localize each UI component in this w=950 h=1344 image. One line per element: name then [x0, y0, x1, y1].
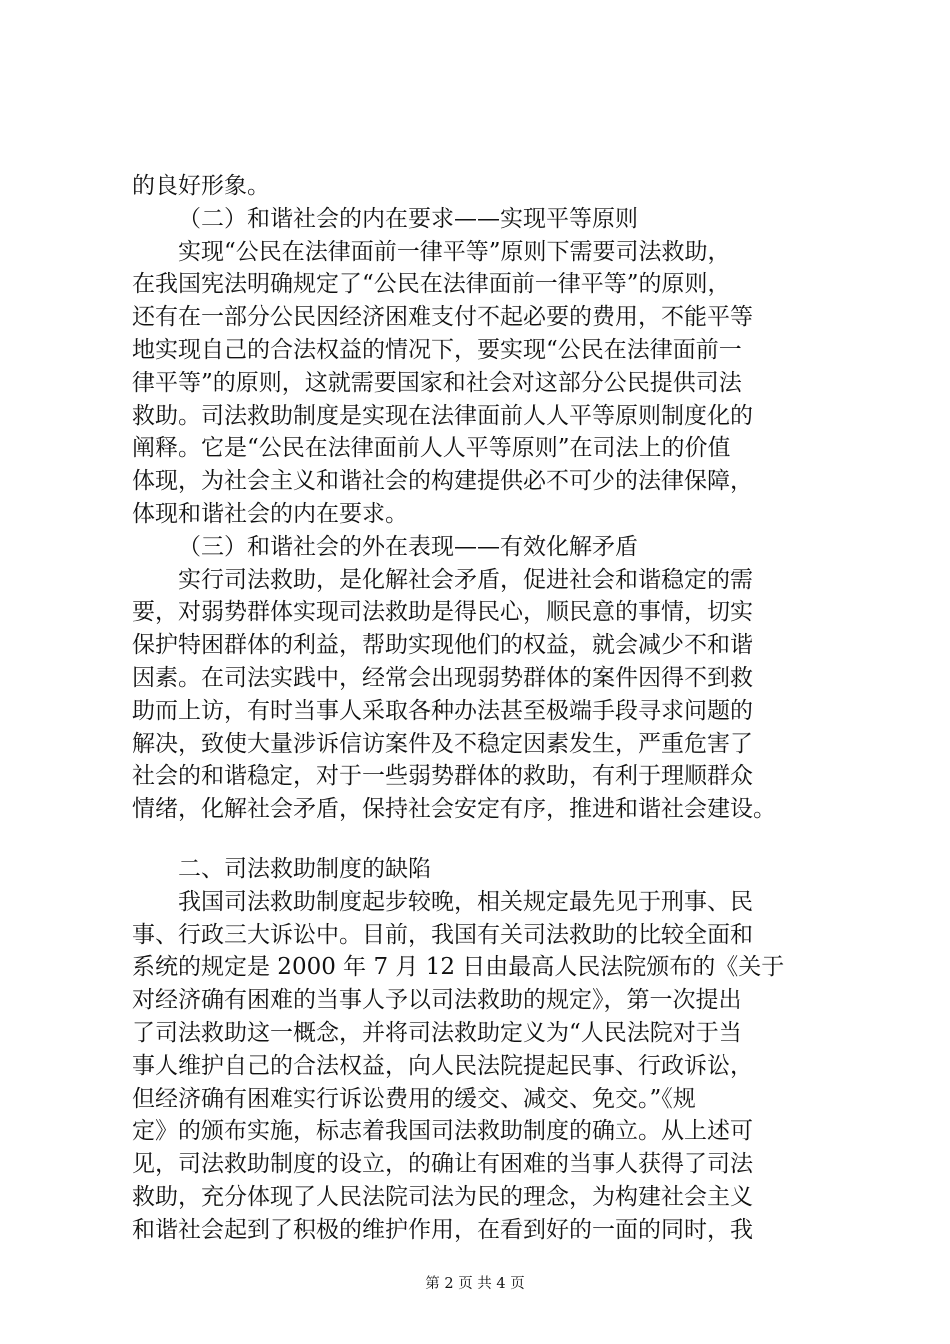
- text-line: 社会的和谐稳定，对于一些弱势群体的救助，有利于理顺群众: [132, 763, 753, 790]
- text-line: 阐释。它是“公民在法律面前人人平等原则”在司法上的价值: [132, 435, 731, 462]
- text-line: 体现和谐社会的内在要求。: [132, 500, 408, 527]
- section-heading: （三）和谐社会的外在表现——有效化解矛盾: [178, 533, 638, 560]
- text-line: 实现“公民在法律面前一律平等”原则下需要司法救助，: [178, 238, 731, 265]
- text-line: 情绪，化解社会矛盾，保持社会安定有序，推进和谐社会建设。: [132, 796, 776, 823]
- text-line: 在我国宪法明确规定了“公民在法律面前一律平等”的原则，: [132, 271, 731, 298]
- text-line: 了司法救助这一概念，并将司法救助定义为“人民法院对于当: [132, 1019, 742, 1046]
- text-line: 事、行政三大诉讼中。目前，我国有关司法救助的比较全面和: [132, 921, 753, 948]
- text-line: 要，对弱势群体实现司法救助是得民心，顺民意的事情，切实: [132, 599, 753, 626]
- text-line: 救助，充分体现了人民法院司法为民的理念，为构建社会主义: [132, 1183, 753, 1210]
- text-line: 对经济确有困难的当事人予以司法救助的规定》，第一次提出: [132, 987, 742, 1014]
- text-line: 事人维护自己的合法权益，向人民法院提起民事、行政诉讼，: [132, 1052, 753, 1079]
- text-line: 定》的颁布实施，标志着我国司法救助制度的确立。从上述可: [132, 1118, 753, 1145]
- text-line: 的良好形象。: [132, 173, 270, 199]
- text-line: 助而上访，有时当事人采取各种办法甚至极端手段寻求问题的: [132, 697, 753, 724]
- text-line: 还有在一部分公民因经济困难支付不起必要的费用，不能平等: [132, 304, 753, 331]
- body-text: [132, 170, 832, 1247]
- text-line: 实行司法救助，是化解社会矛盾，促进社会和谐稳定的需: [178, 566, 753, 593]
- text-line: 地实现自己的合法权益的情况下，要实现“公民在法律面前一: [132, 336, 742, 363]
- text-line: 保护特困群体的利益，帮助实现他们的权益，就会减少不和谐: [132, 632, 753, 659]
- text-line: 但经济确有困难实行诉讼费用的缓交、减交、免交。”《规: [132, 1085, 696, 1112]
- text-line: 见，司法救助制度的设立，的确让有困难的当事人获得了司法: [132, 1151, 753, 1178]
- text-line: 和谐社会起到了积极的维护作用，在看到好的一面的同时，我: [132, 1216, 753, 1243]
- text-line: 系统的规定是 2000 年 7 月 12 日由最高人民法院颁布的《关于: [132, 954, 785, 981]
- text-line: 救助。司法救助制度是实现在法律面前人人平等原则制度化的: [132, 402, 753, 429]
- page-footer: 第 2 页 共 4 页: [425, 1276, 525, 1292]
- section-heading: （二）和谐社会的内在要求——实现平等原则: [178, 205, 638, 232]
- text-line: 我国司法救助制度起步较晚，相关规定最先见于刑事、民: [178, 888, 753, 915]
- text-line: 律平等”的原则，这就需要国家和社会对这部分公民提供司法: [132, 369, 742, 396]
- text-line: 体现，为社会主义和谐社会的构建提供必不可少的法律保障，: [132, 468, 753, 495]
- section-heading: 二、司法救助制度的缺陷: [178, 855, 431, 882]
- paragraph-gap: [132, 826, 832, 853]
- text-line: 因素。在司法实践中，经常会出现弱势群体的案件因得不到救: [132, 664, 753, 691]
- text-line: 解决，致使大量涉诉信访案件及不稳定因素发生，严重危害了: [132, 730, 753, 757]
